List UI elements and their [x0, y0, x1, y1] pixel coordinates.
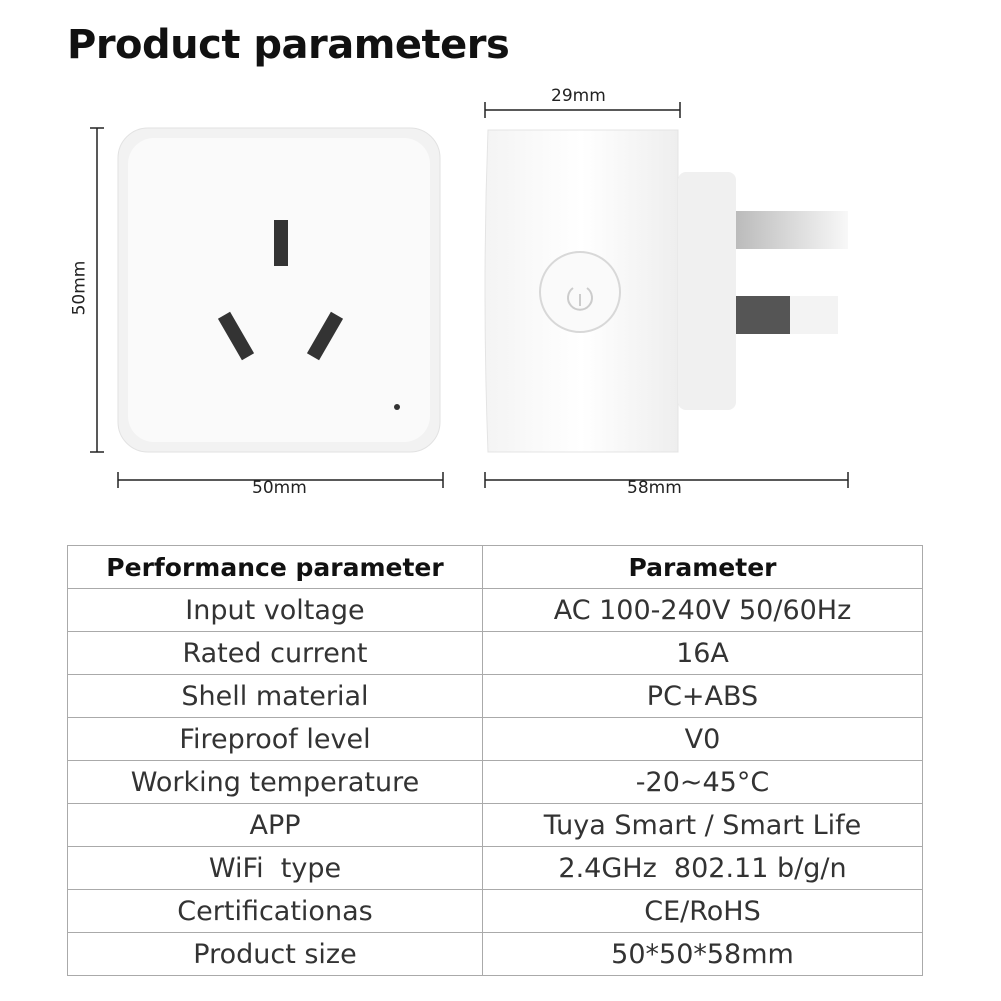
row-label: Certificationas	[68, 890, 483, 933]
side-view-plug	[485, 130, 848, 452]
front-width-label: 50mm	[252, 478, 307, 498]
table-row	[68, 761, 923, 804]
row-value: 16A	[483, 632, 923, 675]
front-view-socket	[118, 128, 440, 452]
row-label: WiFi type	[68, 847, 483, 890]
row-label: APP	[68, 804, 483, 847]
row-label: Shell material	[68, 675, 483, 718]
row-value: 50*50*58mm	[483, 933, 923, 976]
parameter-table	[67, 545, 923, 976]
table-row	[68, 933, 923, 976]
row-label: Rated current	[68, 632, 483, 675]
row-value: Tuya Smart / Smart Life	[483, 804, 923, 847]
row-value: V0	[483, 718, 923, 761]
table-row	[68, 718, 923, 761]
table-row	[68, 847, 923, 890]
row-label: Working temperature	[68, 761, 483, 804]
front-height-label: 50mm	[69, 260, 90, 316]
table-header-row	[68, 546, 923, 589]
row-value: 2.4GHz 802.11 b/g/n	[483, 847, 923, 890]
row-value: -20~45°C	[483, 761, 923, 804]
row-label: Fireproof level	[68, 718, 483, 761]
power-button-icon	[540, 252, 620, 332]
header-performance-parameter: Performance parameter	[68, 546, 483, 589]
row-value: CE/RoHS	[483, 890, 923, 933]
table-row	[68, 589, 923, 632]
table-row	[68, 675, 923, 718]
row-value: AC 100-240V 50/60Hz	[483, 589, 923, 632]
table-row	[68, 804, 923, 847]
header-parameter: Parameter	[483, 546, 923, 589]
page-title: Product parameters	[67, 22, 510, 68]
row-label: Product size	[68, 933, 483, 976]
side-top-label: 29mm	[551, 86, 606, 106]
side-depth-label: 58mm	[627, 478, 682, 498]
row-value: PC+ABS	[483, 675, 923, 718]
table-row	[68, 890, 923, 933]
table-row	[68, 632, 923, 675]
row-label: Input voltage	[68, 589, 483, 632]
